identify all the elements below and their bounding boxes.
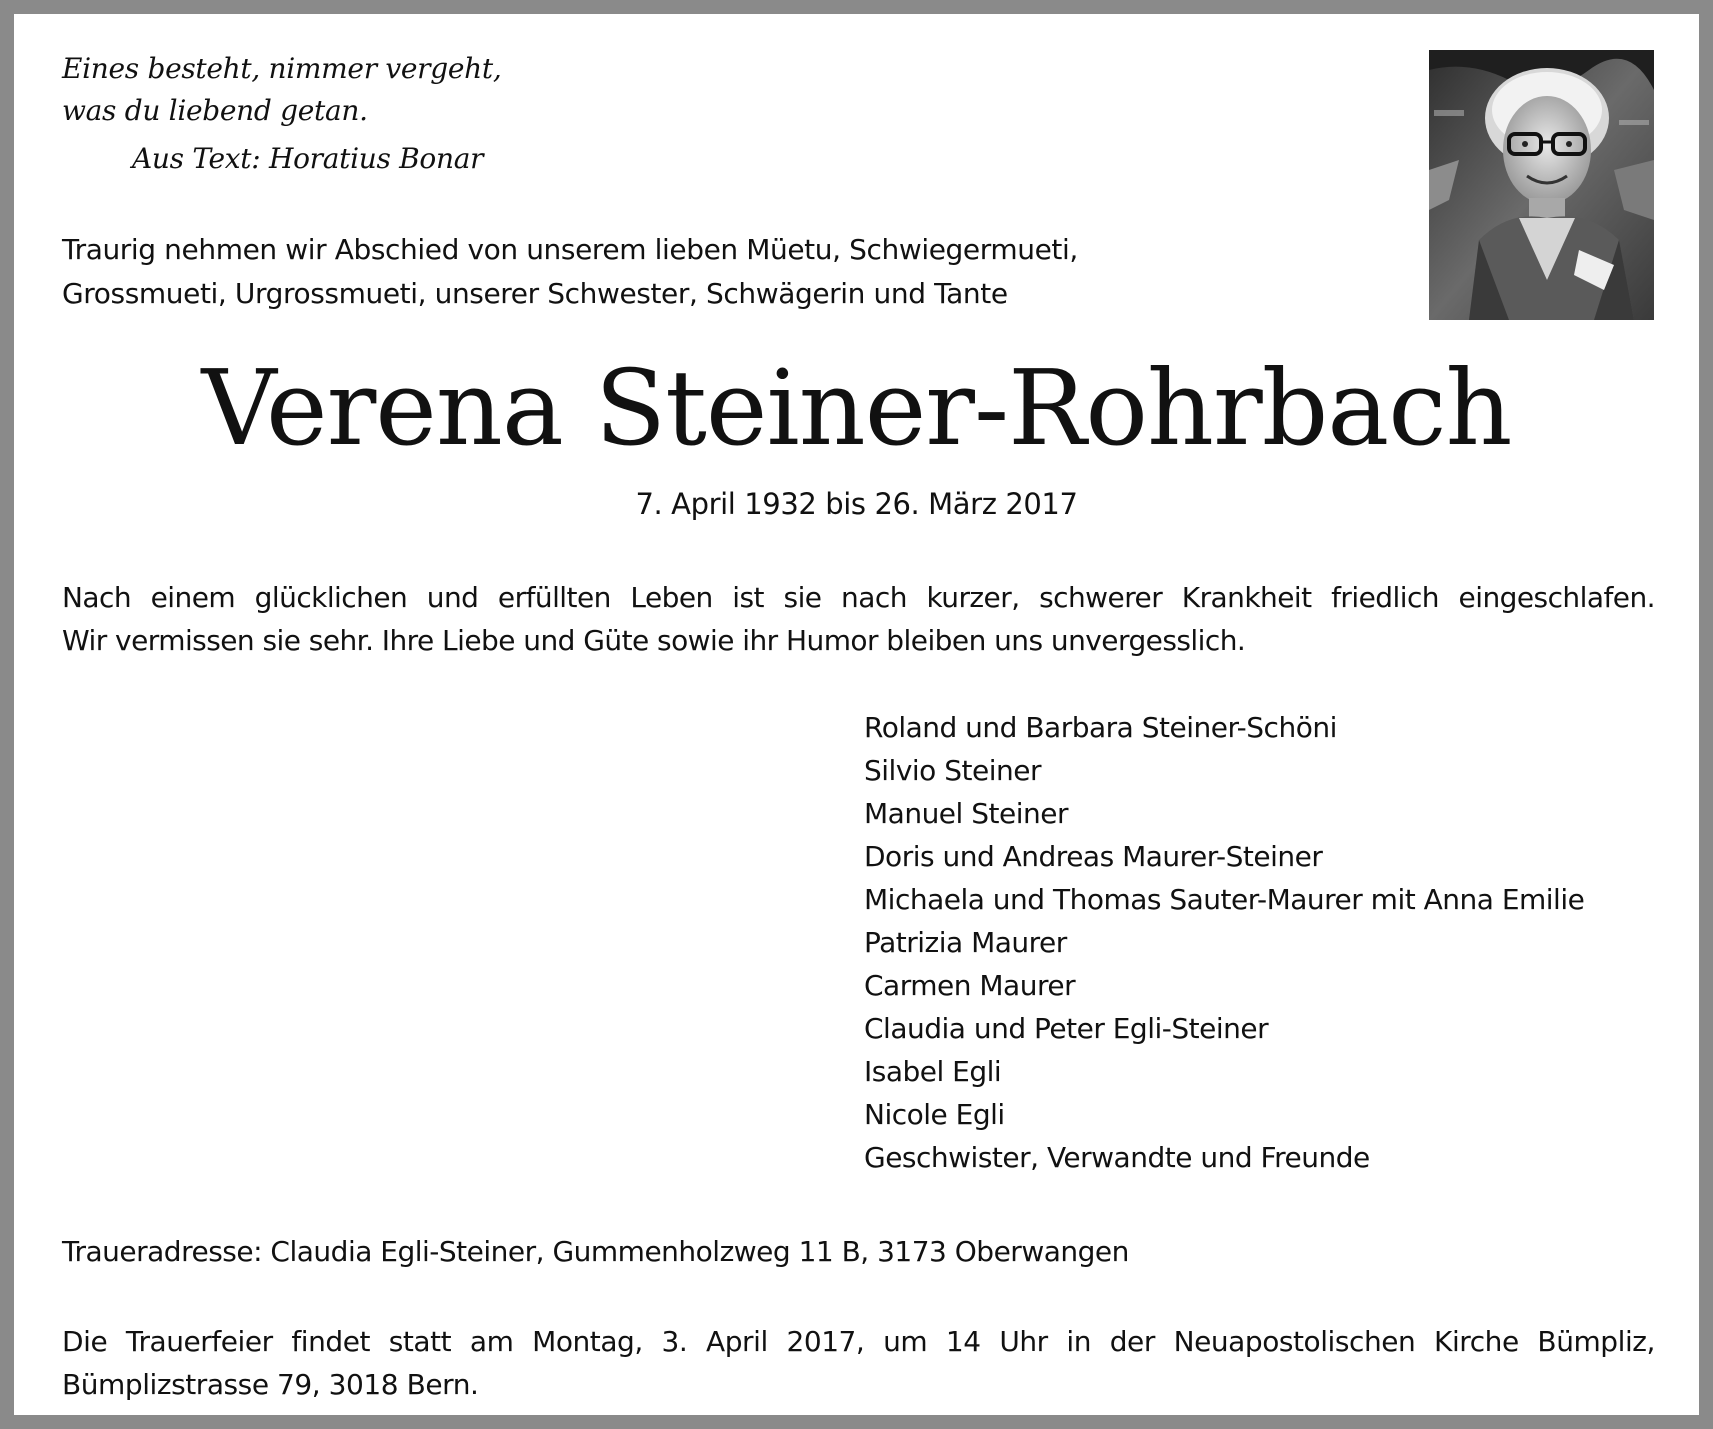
intro-text	[62, 228, 1078, 316]
mourner-item: Manuel Steiner	[864, 797, 1068, 830]
portrait-photo-image	[1429, 50, 1654, 320]
intro-line: Traurig nehmen wir Abschied von unserem lieben Müetu, Schwiegermueti,	[62, 233, 1078, 266]
mourners-list	[864, 706, 1584, 1179]
mourner-item: Nicole Egli	[864, 1098, 1005, 1131]
epigraph-quote	[62, 48, 501, 180]
life-dates: 7. April 1932 bis 26. März 2017	[635, 487, 1078, 521]
mourner-item: Doris und Andreas Maurer-Steiner	[864, 840, 1323, 873]
mourner-item: Claudia und Peter Egli-Steiner	[864, 1012, 1269, 1045]
portrait-photo	[1429, 50, 1654, 320]
quote-author: Aus Text: Horatius Bonar	[132, 142, 484, 175]
memorial-text	[62, 576, 1655, 662]
mourning-address: Traueradresse: Claudia Egli-Steiner, Gummenholzweg 11 B, 3173 Oberwangen	[62, 1235, 1129, 1268]
mourner-item: Roland und Barbara Steiner-Schöni	[864, 711, 1337, 744]
deceased-name: Verena Steiner-Rohrbach	[201, 347, 1512, 469]
intro-line: Grossmueti, Urgrossmueti, unserer Schwester, Schwägerin und Tante	[62, 277, 1008, 310]
service-line: Bümplizstrasse 79, 3018 Bern.	[62, 1368, 479, 1401]
funeral-service-info	[62, 1320, 1655, 1406]
memorial-text-line: Wir vermissen sie sehr. Ihre Liebe und Güte sowie ihr Humor bleiben uns unvergesslich.	[62, 624, 1246, 657]
mourner-item: Patrizia Maurer	[864, 926, 1067, 959]
quote-line: Eines besteht, nimmer vergeht,	[62, 52, 502, 85]
mourner-item: Michaela und Thomas Sauter-Maurer mit Anna Emilie	[864, 883, 1585, 916]
service-line: Die Trauerfeier findet statt am Montag, 3. April 2017, um 14 Uhr in der Neuapostolischen Kirche Bümpliz,	[62, 1325, 1655, 1358]
mourner-item: Geschwister, Verwandte und Freunde	[864, 1141, 1370, 1174]
quote-line: was du liebend getan.	[62, 94, 368, 127]
memorial-text-line: Nach einem glücklichen und erfüllten Leben ist sie nach kurzer, schwerer Krankheit friedlich eingeschlafen.	[62, 581, 1655, 614]
mourner-item: Isabel Egli	[864, 1055, 1002, 1088]
mourner-item: Carmen Maurer	[864, 969, 1076, 1002]
mourner-item: Silvio Steiner	[864, 754, 1041, 787]
obituary-page	[14, 14, 1699, 1415]
